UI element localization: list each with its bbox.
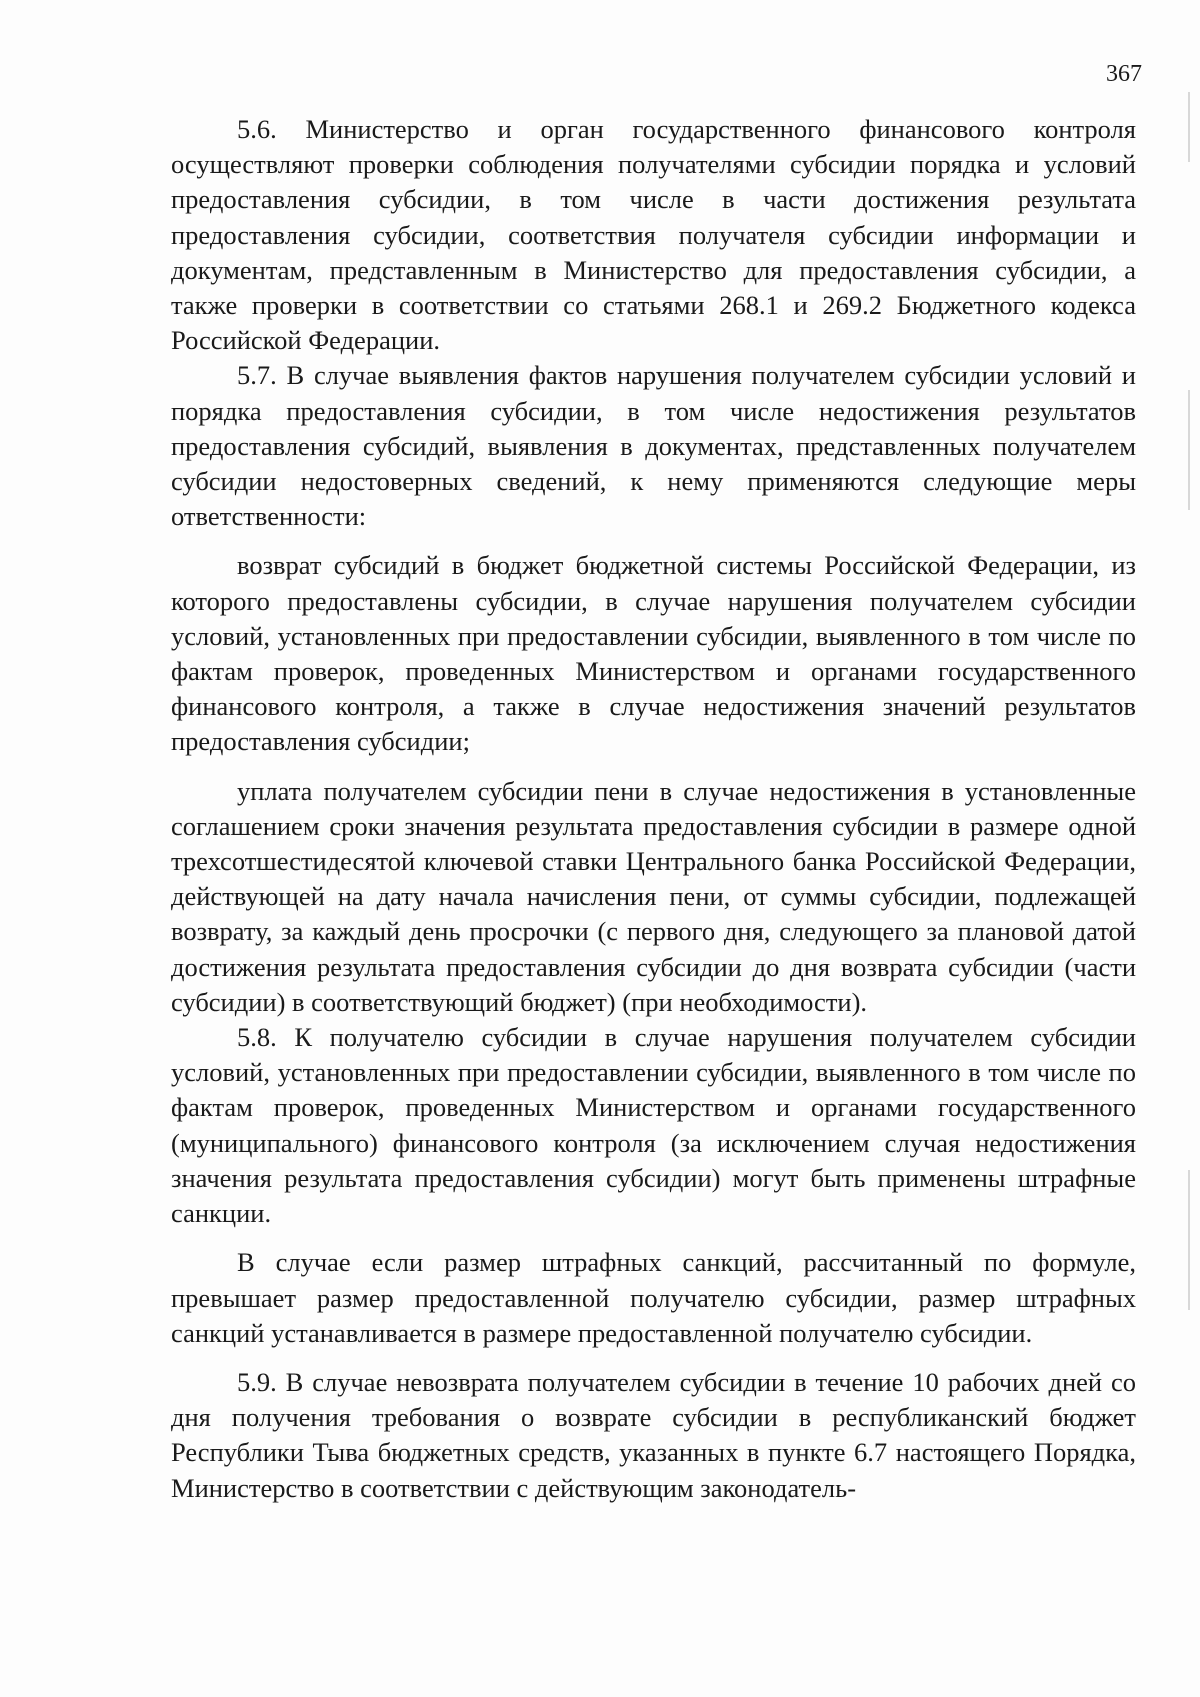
paragraph-refund-measure: возврат субсидий в бюджет бюджетной системы Российской Федерации, из которого предоставлены субсидии, в случае нарушения получателем субсидии условий, установленных при предоставлении субсидии, выявленного в том числе по фактам проверок, проведенных Министерством и органами государственного финансового контроля, а также в случае недостижения значений результатов предоставления субсидии; [171, 550, 1136, 757]
paragraph-5-9: 5.9. В случае невозврата получателем субсидии в течение 10 рабочих дней со дня получения требования о возврате субсидии в республиканский бюджет Республики Тыва бюджетных средств, указанных в пункте 6.7 настоящего Порядка, Министерство в соответствии с действующим законодатель- [171, 1366, 1136, 1503]
paragraph-penalty-measure: уплата получателем субсидии пени в случае недостижения в установленные соглашением сроки значения результата предоставления субсидии в размере одной трехсотшестидесятой ключевой ставки Центрального банка Российской Федерации, действующей на дату начала начисления пени, от суммы субсидии, подлежащей возврату, за каждый день просрочки (с первого дня, следующего за плановой датой достижения результата предоставления субсидии до дня возврата субсидии (части субсидии) в соответствующий бюджет) (при необходимости). [171, 775, 1136, 1017]
paragraph-fine-limit: В случае если размер штрафных санкций, рассчитанный по формуле, превышает размер предоставленной получателю субсидии, размер штрафных санкций устанавливается в размере предоставленной получателю субсидии. [171, 1247, 1136, 1348]
paragraph-5-7: 5.7. В случае выявления фактов нарушения получателем субсидии условий и порядка предоставления субсидии, в том числе недостижения результатов предоставления субсидий, выявления в документах, представленных получателем субсидии недостоверных сведений, к нему применяются следующие меры ответственности: [171, 360, 1136, 532]
paragraph-5-8: 5.8. К получателю субсидии в случае нарушения получателем субсидии условий, установленных при предоставлении субсидии, выявленного в том числе по фактам проверок, проведенных Министерством и органами государственного (муниципального) финансового контроля (за исключением случая недостижения значения результата предоставления субсидии) могут быть применены штрафные санкции. [171, 1022, 1136, 1229]
scan-artifact [1188, 390, 1190, 510]
document-body [171, 112, 1136, 1506]
page-number: 367 [1106, 61, 1142, 87]
scan-artifact [1188, 1170, 1190, 1310]
paragraph-5-6: 5.6. Министерство и орган государственного финансового контроля осуществляют проверки соблюдения получателями субсидии порядка и условий предоставления субсидии, в том числе в части достижения результата предоставления субсидии, соответствия получателя субсидии информации и документам, представленным в Министерство для предоставления субсидии, а также проверки в соответствии со статьями 268.1 и 269.2 Бюджетного кодекса Российской Федерации. [171, 114, 1136, 356]
scan-artifact [1188, 92, 1190, 162]
